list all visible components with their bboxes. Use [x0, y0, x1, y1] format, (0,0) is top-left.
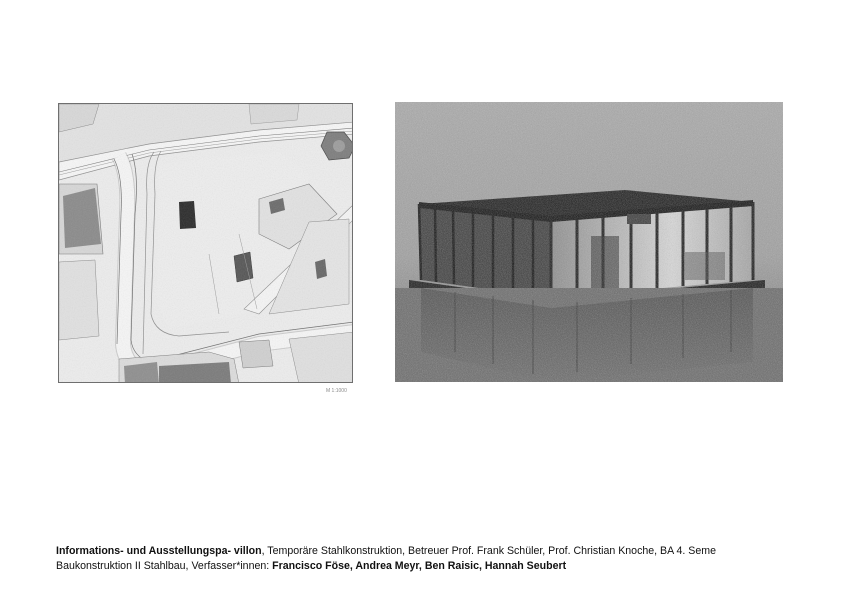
project-caption — [56, 544, 796, 574]
authors: Francisco Föse, Andrea Meyr, Ben Raisic, Hannah Seubert — [272, 560, 567, 572]
project-details: , Temporäre Stahlkonstruktion, Betreuer Prof. Frank Schüler, Prof. Christian Knoche, BA 4. Seme — [261, 545, 716, 557]
site-plan-map — [58, 103, 353, 383]
course-and-authors-label: Baukonstruktion II Stahlbau, Verfasser*innen: — [56, 560, 273, 572]
pavilion-rendering — [395, 102, 783, 382]
project-title: Informations- und Ausstellungspa- villon — [56, 545, 262, 557]
caption-line-2 — [56, 559, 796, 574]
caption-line-1 — [56, 544, 796, 559]
scale-label: M 1:1000 — [326, 388, 347, 394]
